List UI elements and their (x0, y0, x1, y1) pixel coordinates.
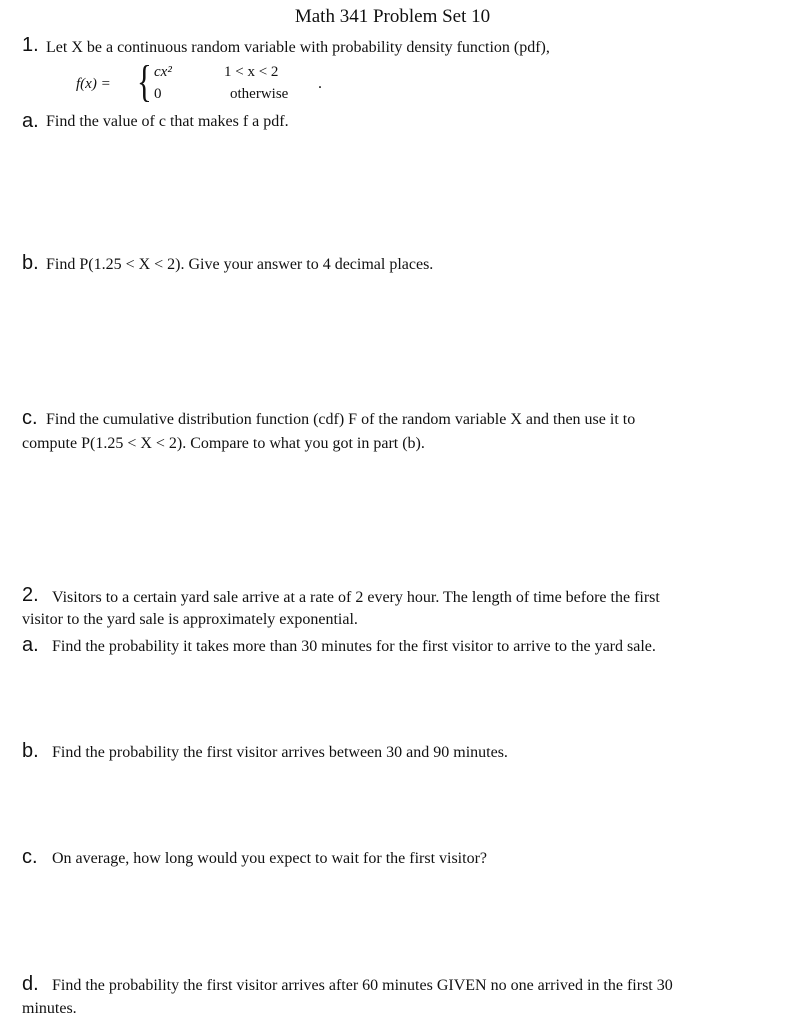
problem-1c-label: c. (22, 407, 38, 429)
problem-2b-label: b. (22, 740, 39, 762)
problem-2d-line2: minutes. (22, 1000, 77, 1017)
problem-2a-text: Find the probability it takes more than 30 minutes for the first visitor to arrive to the yard sale. (52, 638, 656, 655)
problem-1-intro: Let X be a continuous random variable with probability density function (pdf), (46, 39, 550, 56)
pdf-lhs: f(x) = (76, 76, 111, 92)
problem-1c-line1: Find the cumulative distribution function (cdf) F of the random variable X and then use it to (46, 411, 636, 428)
problem-1b-label: b. (22, 252, 39, 274)
problem-2c-text: On average, how long would you expect to wait for the first visitor? (52, 850, 487, 867)
problem-2-intro-line2: visitor to the yard sale is approximately exponential. (22, 611, 358, 628)
problem-2-intro-line1: Visitors to a certain yard sale arrive at a rate of 2 every hour. The length of time before the first (52, 589, 660, 606)
problem-1a-label: a. (22, 110, 39, 132)
pdf-case1-expr: cx² (154, 64, 172, 80)
page-title: Math 341 Problem Set 10 (294, 6, 491, 27)
problem-2a-label: a. (22, 634, 39, 656)
problem-1a-text: Find the value of c that makes f a pdf. (46, 113, 289, 130)
problem-1-number: 1. (22, 34, 39, 56)
pdf-equation (76, 57, 336, 110)
problem-2d-line1: Find the probability the first visitor arrives after 60 minutes GIVEN no one arrived in the first 30 (52, 977, 673, 994)
pdf-case2-expr: 0 (154, 86, 162, 102)
pdf-brace: { (137, 57, 152, 106)
problem-2d-label: d. (22, 973, 39, 995)
problem-1b-text: Find P(1.25 < X < 2). Give your answer to 4 decimal places. (46, 256, 434, 273)
pdf-case2-cond: otherwise (230, 86, 289, 102)
pdf-trailing-dot: . (318, 75, 322, 92)
problem-2c-label: c. (22, 846, 38, 868)
problem-1c-line2: compute P(1.25 < X < 2). Compare to what you got in part (b). (22, 435, 425, 452)
pdf-case1-cond: 1 < x < 2 (224, 64, 279, 80)
problem-2b-text: Find the probability the first visitor arrives between 30 and 90 minutes. (52, 744, 508, 761)
problem-2-number: 2. (22, 584, 39, 606)
